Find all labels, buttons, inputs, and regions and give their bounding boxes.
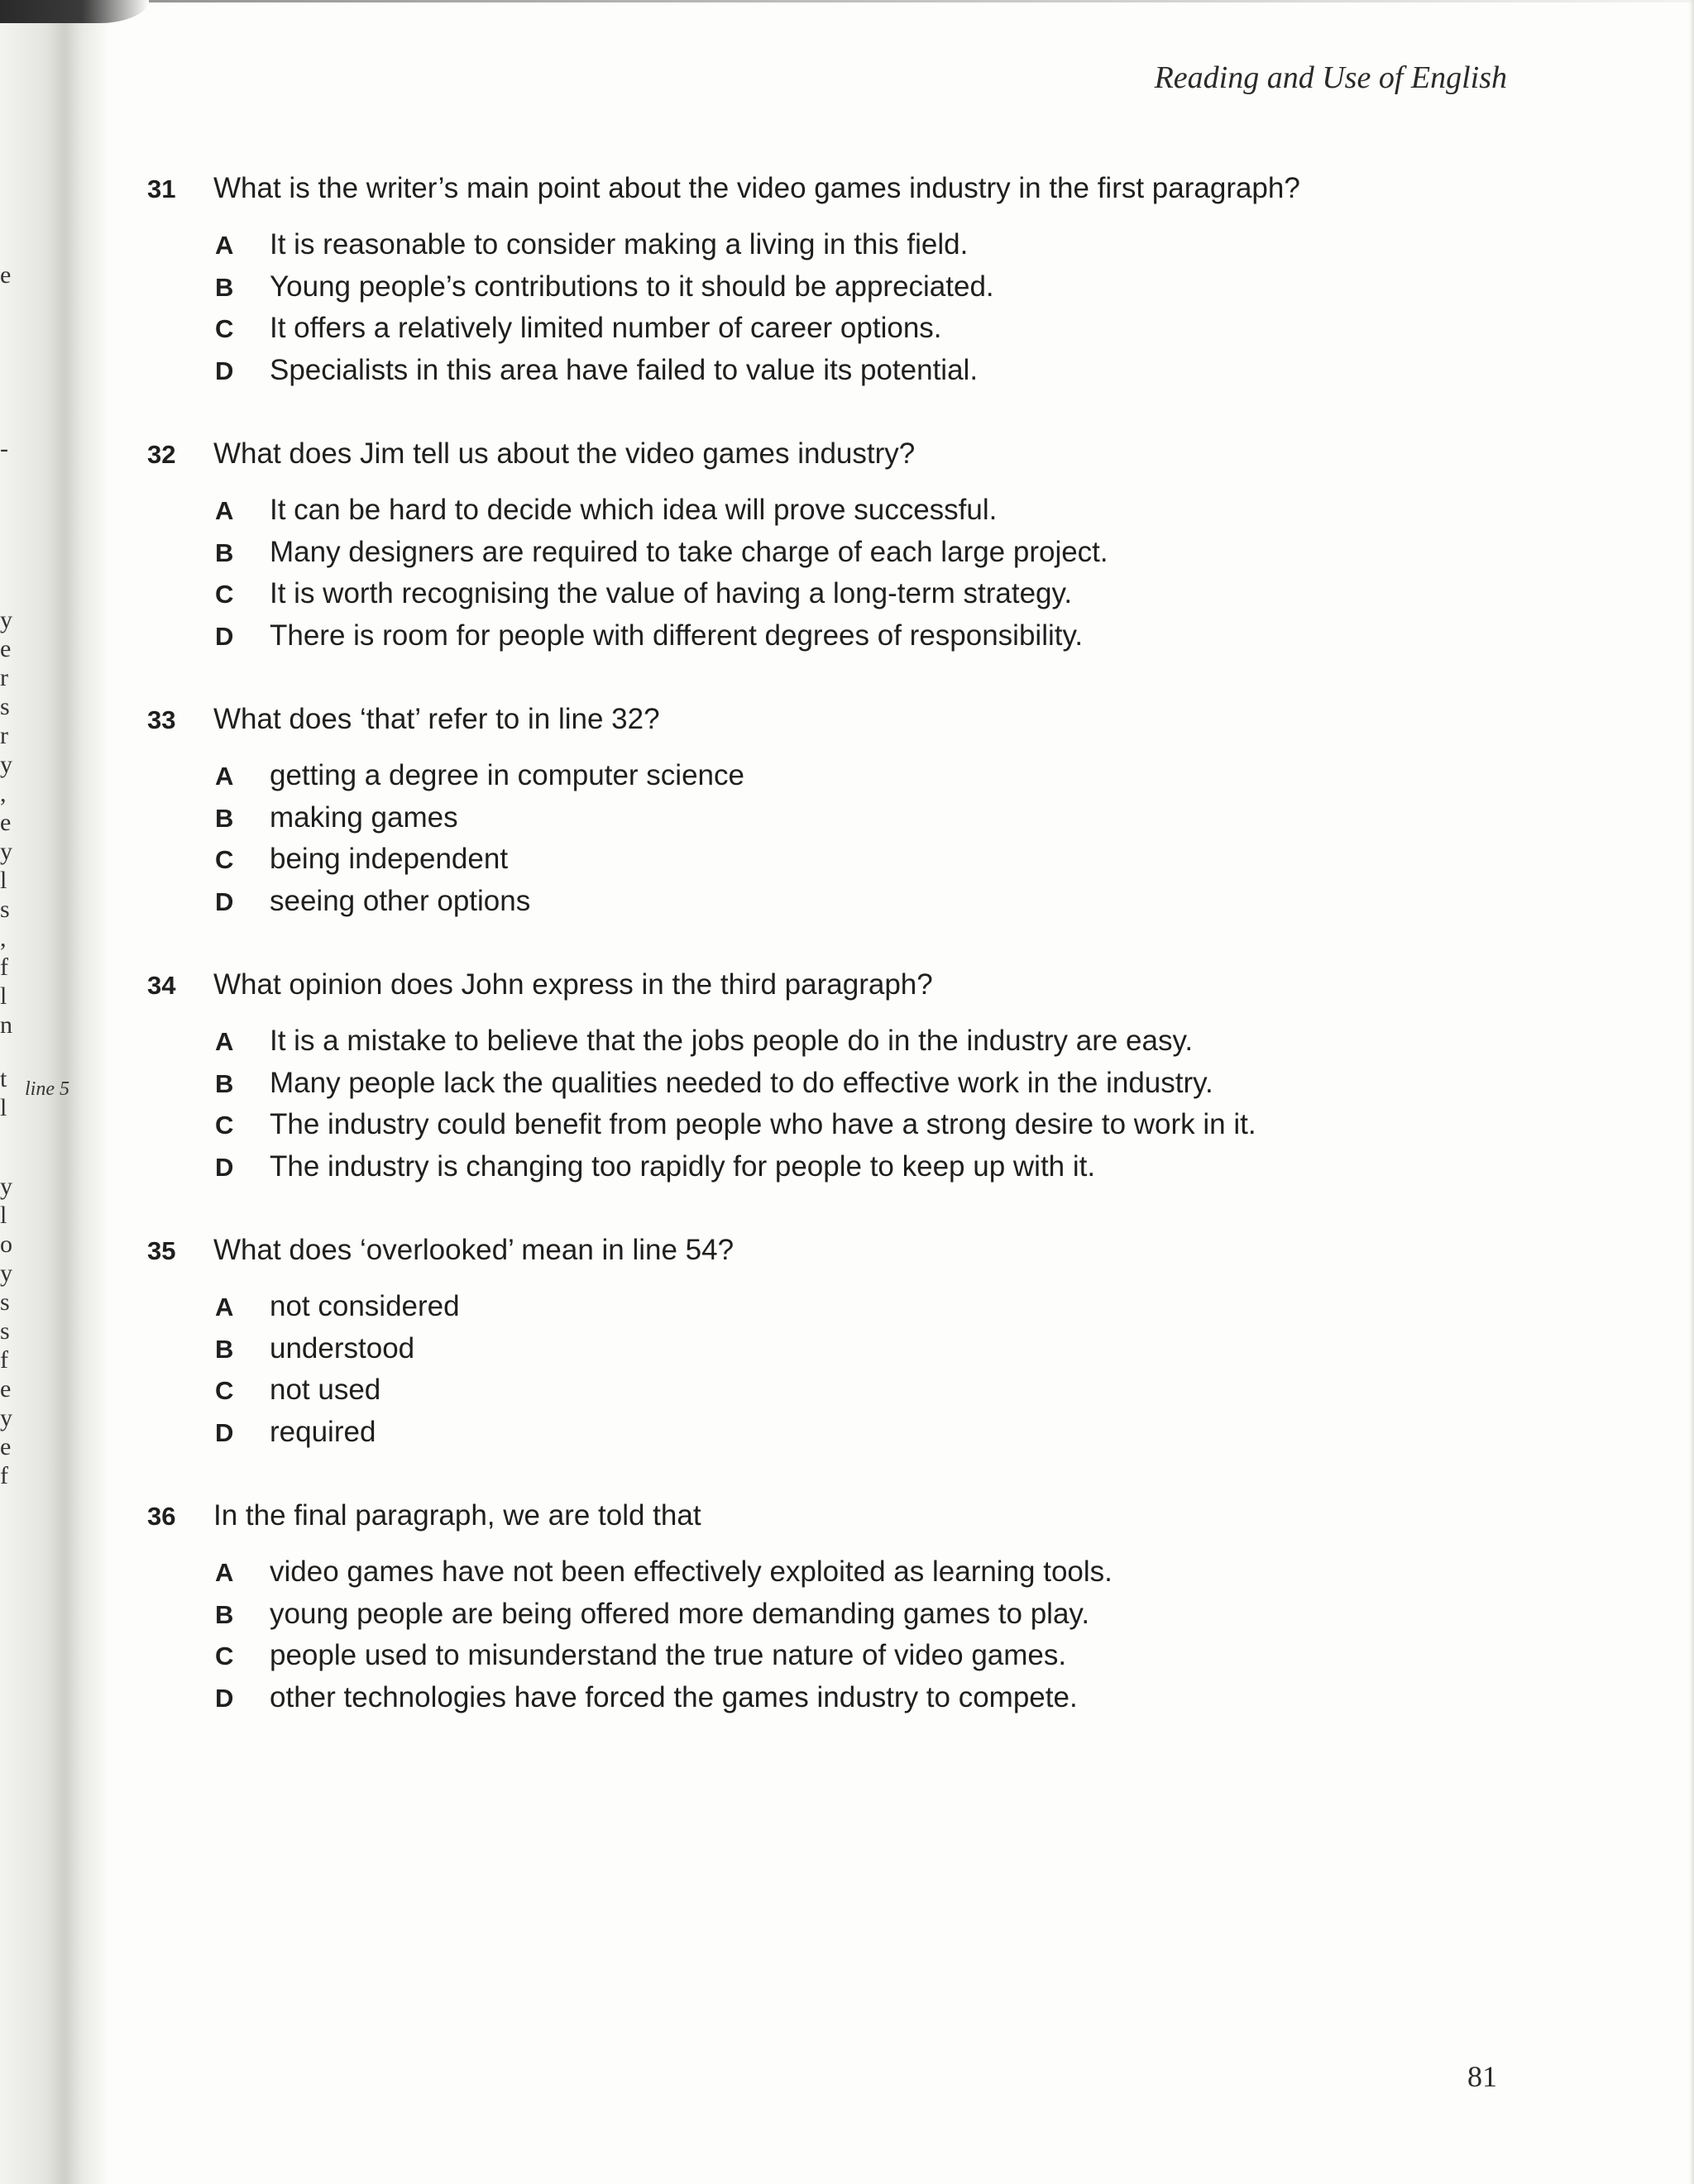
margin-fragment: t <box>0 1065 7 1092</box>
margin-fragment: e <box>0 1433 12 1460</box>
answer-options <box>147 755 1520 922</box>
option-text: The industry is changing too rapidly for people to keep up with it. <box>270 1149 1096 1183</box>
option-text: It can be hard to decide which idea will prove successful. <box>270 494 998 526</box>
margin-fragment: s <box>0 693 10 720</box>
option-letter: B <box>215 272 234 302</box>
margin-fragment: y <box>0 751 12 778</box>
option-letter: B <box>215 1334 234 1364</box>
question-number: 31 <box>147 174 176 203</box>
answer-option <box>215 532 1520 574</box>
option-letter: D <box>215 887 234 916</box>
option-letter: C <box>215 580 234 609</box>
answer-option <box>215 839 1520 881</box>
margin-fragment: y <box>0 1173 12 1200</box>
answer-options <box>147 224 1520 391</box>
margin-fragment: f <box>0 1462 8 1489</box>
margin-fragment: l <box>0 1202 7 1229</box>
question-number: 32 <box>147 440 176 469</box>
question-34 <box>147 965 1520 1188</box>
option-text: not used <box>270 1374 381 1406</box>
question-text: What is the writer’s main point about the video games industry in the first paragraph? <box>213 172 1300 204</box>
margin-fragment: s <box>0 896 10 923</box>
question-text: What does ‘overlooked’ mean in line 54? <box>213 1234 735 1266</box>
option-letter: C <box>215 1111 234 1140</box>
answer-option <box>215 615 1520 657</box>
question-number: 35 <box>147 1236 176 1265</box>
answer-option <box>215 1104 1520 1146</box>
option-text: Young people’s contributions to it should be appreciated. <box>270 270 994 303</box>
option-letter: A <box>215 762 234 791</box>
question-text: What does ‘that’ refer to in line 32? <box>213 703 660 735</box>
answer-option <box>215 1020 1520 1063</box>
option-letter: A <box>215 1293 234 1321</box>
answer-option <box>215 1369 1520 1412</box>
answer-option <box>215 350 1520 392</box>
option-text: The industry could benefit from people who have a strong desire to work in it. <box>270 1108 1256 1140</box>
option-letter: B <box>215 1599 234 1629</box>
margin-fragment: o <box>0 1231 12 1258</box>
option-letter: A <box>215 1027 234 1056</box>
option-text: understood <box>270 1331 415 1364</box>
question-stem <box>147 1496 1520 1536</box>
margin-fragment: y <box>0 606 12 633</box>
option-letter: D <box>215 621 234 651</box>
option-text: There is room for people with different degrees of responsibility. <box>270 619 1084 652</box>
answer-option <box>215 1328 1520 1370</box>
question-number: 33 <box>147 705 176 734</box>
option-text: It is worth recognising the value of having a long-term strategy. <box>270 577 1073 609</box>
option-letter: C <box>215 1642 234 1670</box>
option-letter: A <box>215 496 234 525</box>
answer-option <box>215 224 1520 266</box>
option-text: It is reasonable to consider making a living in this field. <box>270 228 969 260</box>
question-33 <box>147 700 1520 922</box>
answer-option <box>215 1146 1520 1188</box>
question-text: In the final paragraph, we are told that <box>213 1499 701 1532</box>
answer-option <box>215 755 1520 797</box>
margin-fragment: f <box>0 953 8 981</box>
option-letter: B <box>215 1068 234 1098</box>
margin-fragment: s <box>0 1317 10 1345</box>
margin-fragment: e <box>0 809 12 836</box>
question-list <box>147 169 1520 1761</box>
question-number: 34 <box>147 971 176 1000</box>
option-letter: A <box>215 231 234 260</box>
option-letter: D <box>215 1683 234 1713</box>
option-text: required <box>270 1415 376 1448</box>
option-letter: D <box>215 1152 234 1182</box>
question-text: What opinion does John express in the third paragraph? <box>213 968 933 1001</box>
answer-option <box>215 490 1520 532</box>
margin-fragment: e <box>0 1375 12 1403</box>
question-31 <box>147 169 1520 391</box>
margin-fragment: r <box>0 664 8 691</box>
page-top-edge <box>149 0 1694 2</box>
margin-fragment: e <box>0 261 12 289</box>
option-text: getting a degree in computer science <box>270 759 744 791</box>
question-stem <box>147 169 1520 209</box>
option-letter: B <box>215 803 234 833</box>
option-text: Many people lack the qualities needed to do effective work in the industry. <box>270 1066 1213 1099</box>
page-number: 81 <box>1467 2060 1497 2093</box>
answer-options <box>147 1551 1520 1718</box>
question-stem <box>147 434 1520 475</box>
option-letter: B <box>215 538 234 567</box>
margin-fragment: , <box>0 780 7 807</box>
option-letter: D <box>215 1417 234 1447</box>
option-letter: D <box>215 356 234 385</box>
question-36 <box>147 1496 1520 1718</box>
answer-options <box>147 490 1520 657</box>
margin-fragment: e <box>0 635 12 662</box>
page-right-edge <box>1689 0 1694 2184</box>
answer-option <box>215 1551 1520 1594</box>
option-text: people used to misunderstand the true nature of video games. <box>270 1639 1067 1671</box>
answer-option <box>215 573 1520 615</box>
option-text: making games <box>270 800 458 834</box>
margin-fragment: l <box>0 1094 7 1121</box>
option-letter: C <box>215 1376 234 1405</box>
answer-option <box>215 1594 1520 1636</box>
option-text: Specialists in this area have failed to value its potential. <box>270 353 979 386</box>
option-text: young people are being offered more demanding games to play. <box>270 1597 1090 1630</box>
option-letter: C <box>215 314 234 343</box>
question-stem <box>147 700 1520 740</box>
option-text: It offers a relatively limited number of career options. <box>270 312 942 344</box>
option-text: video games have not been effectively exploited as learning tools. <box>270 1556 1113 1588</box>
margin-fragment: s <box>0 1288 10 1316</box>
answer-option <box>215 308 1520 350</box>
answer-option <box>215 1286 1520 1328</box>
running-head: Reading and Use of English <box>1154 60 1507 95</box>
margin-fragment: l <box>0 867 7 894</box>
option-text: other technologies have forced the games industry to compete. <box>270 1680 1078 1713</box>
option-letter: C <box>215 845 234 874</box>
previous-page-text-fragments <box>0 0 83 2184</box>
line-reference: line 5 <box>25 1078 69 1100</box>
margin-fragment: r <box>0 722 8 749</box>
question-35 <box>147 1231 1520 1453</box>
answer-options <box>147 1286 1520 1453</box>
option-text: not considered <box>270 1290 460 1322</box>
margin-fragment: f <box>0 1346 8 1374</box>
answer-option <box>215 1063 1520 1105</box>
margin-fragment: l <box>0 982 7 1010</box>
margin-fragment: - <box>0 435 8 462</box>
option-text: It is a mistake to believe that the jobs people do in the industry are easy. <box>270 1025 1194 1057</box>
option-text: Many designers are required to take charge of each large project. <box>270 535 1108 568</box>
answer-option <box>215 1412 1520 1454</box>
question-text: What does Jim tell us about the video games industry? <box>213 437 916 470</box>
option-text: being independent <box>270 843 509 875</box>
margin-fragment: y <box>0 1259 12 1287</box>
margin-fragment: y <box>0 838 12 865</box>
answer-option <box>215 1677 1520 1719</box>
answer-option <box>215 797 1520 839</box>
answer-option <box>215 266 1520 308</box>
option-text: seeing other options <box>270 884 531 917</box>
question-stem <box>147 965 1520 1006</box>
margin-fragment: n <box>0 1011 12 1039</box>
question-stem <box>147 1231 1520 1271</box>
question-number: 36 <box>147 1502 176 1531</box>
margin-fragment: y <box>0 1404 12 1431</box>
answer-option <box>215 1635 1520 1677</box>
answer-option <box>215 881 1520 923</box>
answer-options <box>147 1020 1520 1188</box>
margin-fragment: , <box>0 925 7 952</box>
question-32 <box>147 434 1520 657</box>
option-letter: A <box>215 1558 234 1587</box>
